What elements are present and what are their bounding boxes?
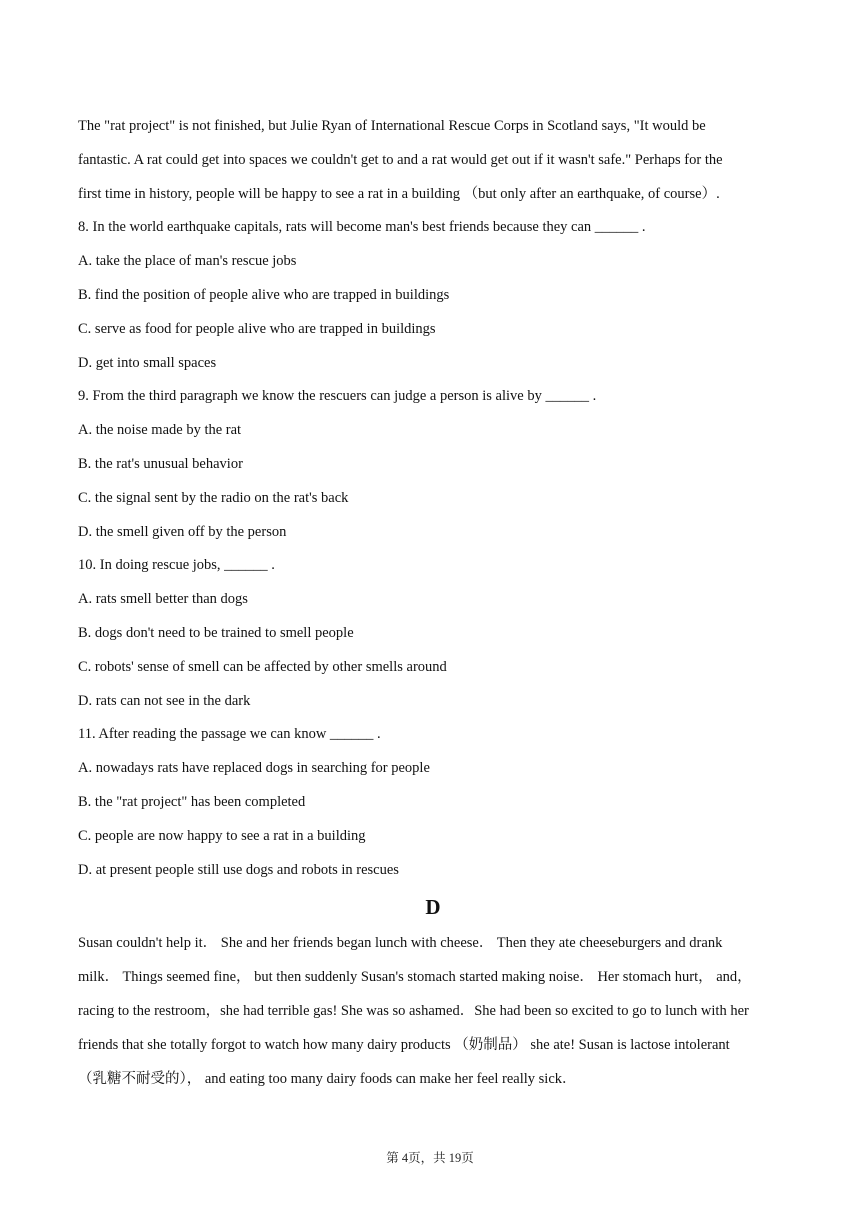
passage-line: fantastic. A rat could get into spaces we couldn't get to and a rat would get out if it wasn't safe." Perhaps for the xyxy=(78,151,723,168)
question-10 xyxy=(78,549,788,718)
section-d-title: D xyxy=(425,895,441,920)
option-b: B. find the position of people alive who are trapped in buildings xyxy=(78,286,450,303)
option-c: C. robots' sense of smell can be affected by other smells around xyxy=(78,658,447,675)
option-a: A. nowadays rats have replaced dogs in searching for people xyxy=(78,760,430,777)
option-a: A. take the place of man's rescue jobs xyxy=(78,253,297,270)
option-c: C. people are now happy to see a rat in a building xyxy=(78,827,366,844)
option-d: D. at present people still use dogs and robots in rescues xyxy=(78,861,399,878)
option-a: A. the noise made by the rat xyxy=(78,422,242,439)
option-c: C. the signal sent by the radio on the rat's back xyxy=(78,489,349,506)
option-b: B. dogs don't need to be trained to smell people xyxy=(78,624,354,641)
question-8 xyxy=(78,211,788,380)
passage-line: friends that she totally forgot to watch how many dairy products （奶制品） she ate! Susan is lactose intolerant xyxy=(78,1036,730,1053)
section-d-passage xyxy=(78,927,788,1096)
option-d: D. rats can not see in the dark xyxy=(78,692,251,709)
question-stem: 10. In doing rescue jobs, ______ . xyxy=(78,557,275,574)
passage-line: Susan couldn't help it． She and her friends began lunch with cheese． Then they ate cheeseburgers and drank xyxy=(78,935,723,952)
page-footer: 第 4页，共 19页 xyxy=(386,1151,474,1165)
option-d: D. get into small spaces xyxy=(78,354,217,371)
question-stem: 8. In the world earthquake capitals, rats will become man's best friends because they can ______ . xyxy=(78,219,646,236)
passage-line: first time in history, people will be happy to see a rat in a building （but only after an earthquake, of course）. xyxy=(78,185,720,202)
page-content xyxy=(78,110,788,1096)
passage-line: （乳糖不耐受的）， and eating too many dairy foods can make her feel really sick． xyxy=(78,1070,577,1087)
question-9 xyxy=(78,380,788,549)
option-b: B. the rat's unusual behavior xyxy=(78,455,243,472)
question-stem: 9. From the third paragraph we know the rescuers can judge a person is alive by ______ . xyxy=(78,388,597,405)
passage-line: milk． Things seemed fine， but then suddenly Susan's stomach started making noise． Her stomach hurt， and， xyxy=(78,969,752,986)
question-stem: 11. After reading the passage we can know ______ . xyxy=(78,726,381,743)
option-c: C. serve as food for people alive who are trapped in buildings xyxy=(78,320,436,337)
option-a: A. rats smell better than dogs xyxy=(78,591,248,608)
option-d: D. the smell given off by the person xyxy=(78,523,287,540)
passage-line: The "rat project" is not finished, but Julie Ryan of International Rescue Corps in Scotland says, "It would be xyxy=(78,118,706,134)
option-b: B. the "rat project" has been completed xyxy=(78,793,306,810)
passage-line: racing to the restroom，she had terrible gas! She was so ashamed．She had been so excited to go to lunch with her xyxy=(78,1002,749,1019)
question-11 xyxy=(78,718,788,887)
